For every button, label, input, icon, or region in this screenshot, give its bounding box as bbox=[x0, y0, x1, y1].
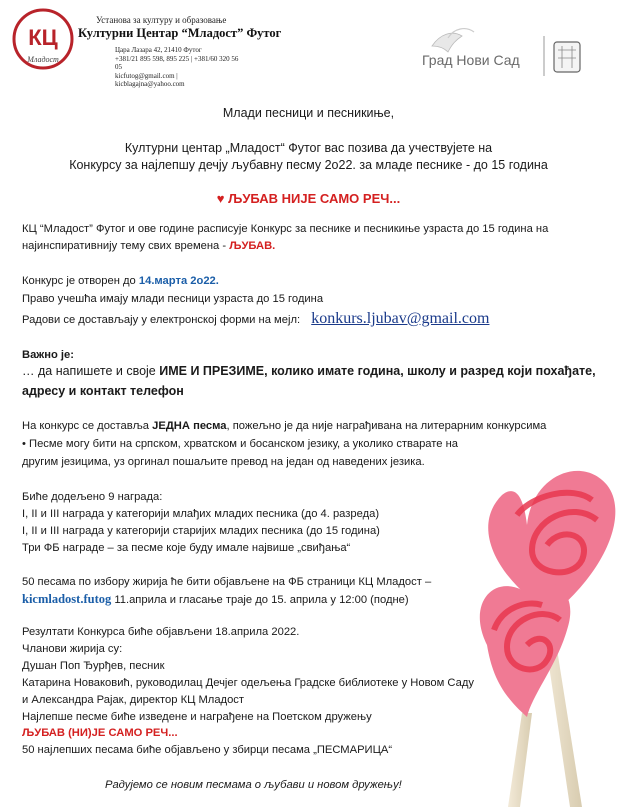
award-item-2: I, II и III награда у категорији старијих младих песника (до 15 година) bbox=[22, 525, 380, 537]
event-name: ЉУБАВ (НИ)ЈЕ САМО РЕЧ... bbox=[22, 727, 178, 739]
submit-line bbox=[22, 310, 489, 328]
award-item-1: I, II и III награда у категорији млађих младих песника (до 4. разреда) bbox=[22, 508, 380, 520]
novi-sad-logo bbox=[422, 18, 602, 78]
paragraph-line2 bbox=[22, 240, 275, 252]
jury-member-1: Душан Поп Ђурђев, песник bbox=[22, 660, 165, 672]
contact-block bbox=[115, 46, 245, 89]
kc-mladost-logo bbox=[12, 8, 74, 70]
languages-line2: другим језицима, уз оргинал пошаљите превод на један од наведених језика. bbox=[22, 456, 425, 468]
address: Цара Лазара 42, 21410 Футог bbox=[115, 46, 202, 54]
jury-title: Чланови жирија су: bbox=[22, 643, 123, 655]
invite-line1: Културни центар „Младост“ Футог вас позива да учествујете на bbox=[124, 141, 493, 155]
paragraph-line2-prefix: најинспиративнију тему свих времена - bbox=[22, 240, 230, 252]
jury-member-2: Катарина Новаковић, руководилац Дечјег одељења Градске библиотеке у Новом Саду bbox=[22, 677, 474, 689]
fb-line2 bbox=[22, 592, 409, 607]
single-poem-line bbox=[22, 420, 546, 432]
closing-line: Радујемо се новим песмама о љубави и новом дружењу! bbox=[105, 779, 402, 791]
award-item-3: Три ФБ награде – за песме које буду имале највише „свиђања“ bbox=[22, 542, 351, 554]
institution-type: Установа за културу и образовање bbox=[96, 15, 227, 25]
submit-prefix: Радови се достављају у електронској форми на мејл: bbox=[22, 314, 301, 326]
important-label: Важно је: bbox=[22, 349, 74, 361]
phones: +381/21 895 598, 895 225 | +381/60 320 56 05 bbox=[115, 54, 239, 71]
submit-email-link[interactable]: konkurs.ljubav@gmail.com bbox=[311, 310, 490, 327]
fb-line1: 50 песама по избору жирија ће бити објављене на ФБ страници КЦ Младост – bbox=[22, 576, 432, 588]
results-line: Резултати Конкурса биће објављени 18.априла 2022. bbox=[22, 626, 300, 638]
logo-script: Младост bbox=[27, 55, 59, 64]
theme-word: ЉУБАВ. bbox=[229, 240, 276, 252]
open-until bbox=[22, 275, 219, 287]
logo-letters: КЦ bbox=[28, 25, 58, 50]
important-bold: ИМЕ И ПРЕЗИМЕ, колико имате година, школу и разред који похађате, bbox=[159, 364, 596, 378]
collection-line: 50 најлепших песама биће објављено у збирци песама „ПЕСМАРИЦА“ bbox=[22, 744, 393, 756]
important-prefix: … да напишете и своје bbox=[22, 364, 160, 378]
lollipop-illustration bbox=[432, 455, 617, 807]
important-line1 bbox=[22, 364, 596, 378]
institution-name: Културни Центар “Младост” Футог bbox=[78, 26, 282, 40]
fb-line2-suffix: 11.априла и гласање траје до 15. априла у 12:00 (подне) bbox=[111, 594, 409, 606]
perform-line: Најлепше песме биће изведене и награђене на Поетском дружењу bbox=[22, 711, 372, 723]
awards-title: Биће додељено 9 награда: bbox=[22, 491, 163, 503]
eligibility: Право учешћа имају млади песници узраста до 15 година bbox=[22, 293, 324, 305]
fb-page-link[interactable]: kicmladost.futog bbox=[22, 592, 112, 606]
slogan: ♥ ЉУБАВ НИЈЕ САМО РЕЧ... bbox=[216, 191, 401, 206]
emails: kicfutog@gmail.com | kicblagajna@yahoo.com bbox=[115, 71, 185, 88]
invite-line2: Конкурсу за најлепшу дечју љубавну песму 2о22. за младе песнике - до 15 година bbox=[69, 158, 548, 172]
greeting: Млади песници и песникиње, bbox=[222, 106, 395, 120]
jury-member-3: и Александра Рајак, директор КЦ Младост bbox=[22, 694, 245, 706]
open-prefix: Конкурс је отворен до bbox=[22, 275, 139, 287]
languages-line1: • Песме могу бити на српском, хрватском и босанском језику, а уколико стварате на bbox=[22, 438, 459, 450]
single-prefix: На конкурс се доставља bbox=[22, 420, 153, 432]
important-line2: адресу и контакт телефон bbox=[22, 384, 184, 398]
single-bold: ЈЕДНА песма bbox=[152, 420, 227, 432]
single-suffix: , пожељно је да није награђивана на литерарним конкурсима bbox=[226, 420, 547, 432]
open-date: 14.марта 2о22. bbox=[138, 275, 219, 287]
city-logo-text: Град Нови Сад bbox=[422, 52, 520, 68]
paragraph-line1: КЦ “Младост” Футог и ове године расписује Конкурс за песнике и песникиње узраста до 15 година на bbox=[22, 223, 549, 235]
